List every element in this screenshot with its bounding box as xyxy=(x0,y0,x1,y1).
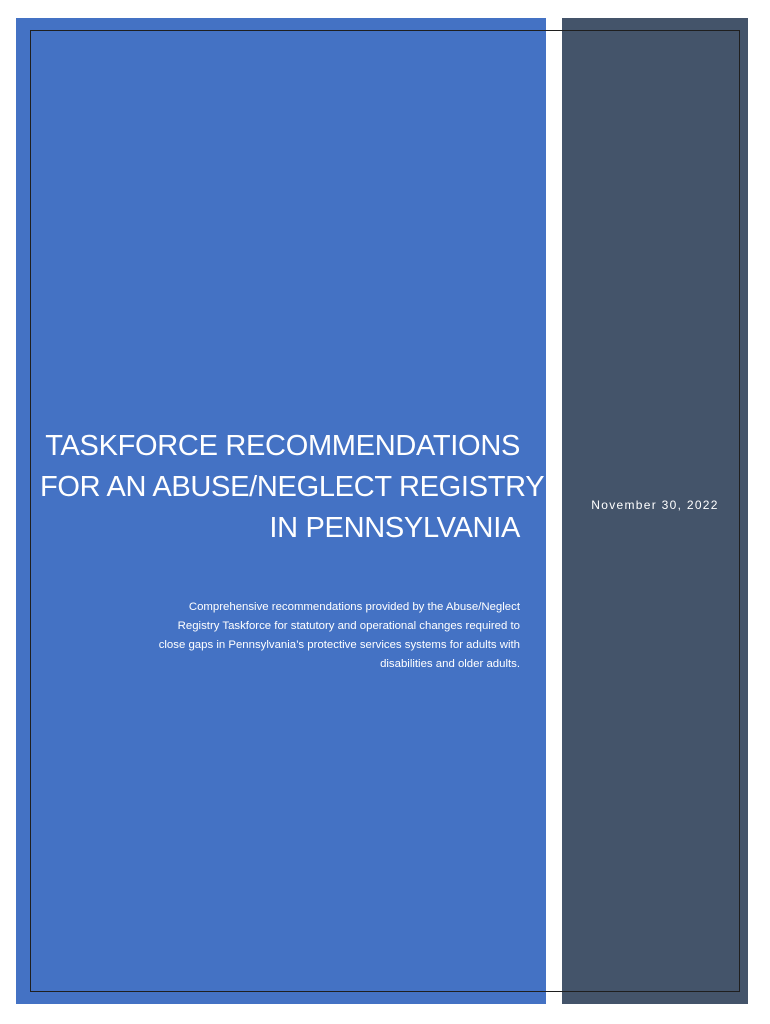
cover-subtitle xyxy=(90,598,520,674)
cover-title-line-3: IN PENNSYLVANIA xyxy=(269,512,520,544)
cover-subtitle-line-2: Registry Taskforce for statutory and operational changes required to xyxy=(177,620,520,632)
cover-date: November 30, 2022 xyxy=(591,498,719,512)
cover-subtitle-line-4: disabilities and older adults. xyxy=(380,658,520,670)
cover-title-line-2: FOR AN ABUSE/NEGLECT REGISTRY xyxy=(40,471,545,503)
cover-title-line-1: TASKFORCE RECOMMENDATIONS xyxy=(45,430,520,462)
cover-title xyxy=(40,426,545,549)
cover-subtitle-line-3: close gaps in Pennsylvania’s protective services systems for adults with xyxy=(158,639,520,651)
cover-subtitle-line-1: Comprehensive recommendations provided by the Abuse/Neglect xyxy=(188,601,520,613)
